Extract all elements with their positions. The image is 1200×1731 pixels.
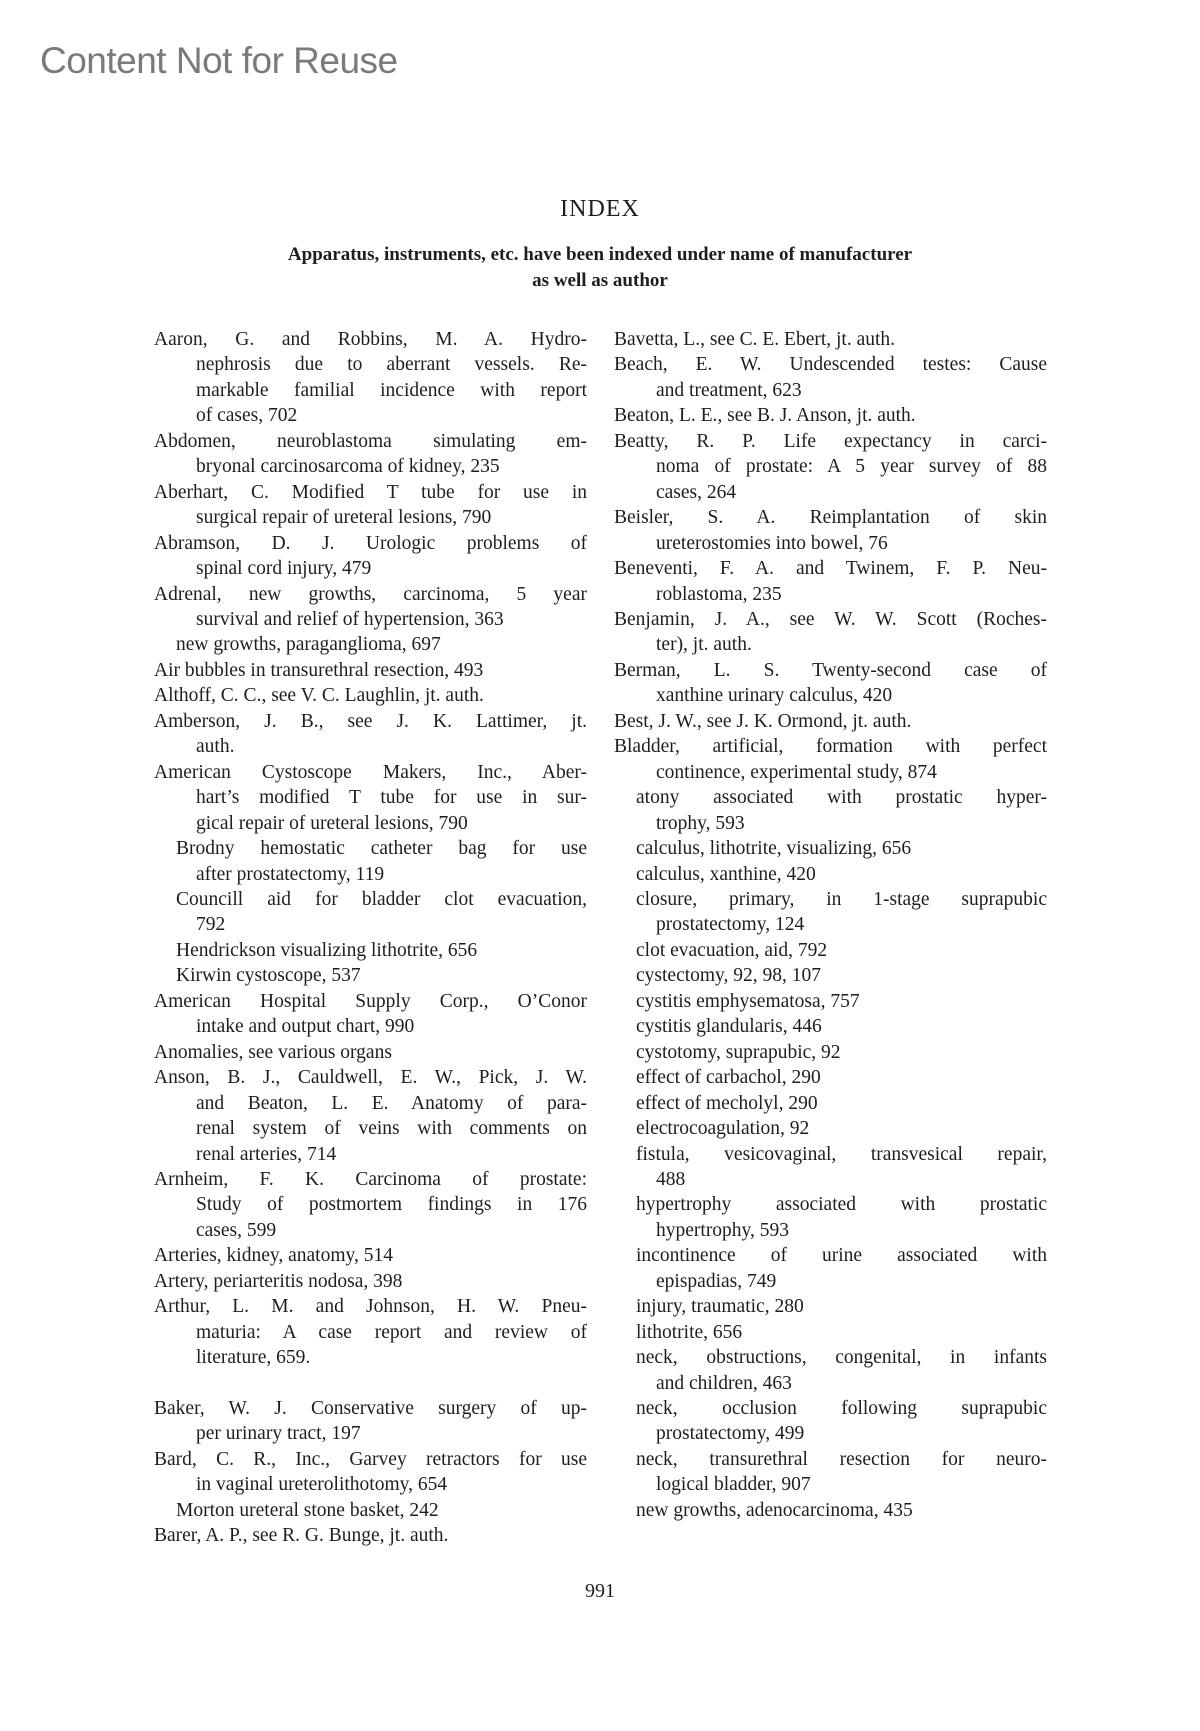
index-entry-line: neck, transurethral resection for neuro- bbox=[636, 1448, 1047, 1470]
index-entry bbox=[614, 556, 1047, 607]
index-entry-line: Bladder, artificial, formation with perfect bbox=[614, 736, 1047, 758]
index-entry-line: Study of postmortem findings in 176 bbox=[196, 1194, 587, 1216]
index-entry-line: 488 bbox=[656, 1168, 686, 1190]
index-entry-line: neck, occlusion following suprapubic bbox=[636, 1398, 1047, 1420]
index-entry bbox=[154, 582, 587, 633]
index-entry-line: Arteries, kidney, anatomy, 514 bbox=[154, 1245, 393, 1267]
index-subentry bbox=[614, 785, 1047, 836]
index-subentry bbox=[614, 862, 1047, 887]
index-entry-line: Arthur, L. M. and Johnson, H. W. Pneu- bbox=[154, 1296, 587, 1318]
index-entry-line: Artery, periarteritis nodosa, 398 bbox=[154, 1270, 403, 1292]
index-entry-line: Beaton, L. E., see B. J. Anson, jt. auth. bbox=[614, 405, 916, 427]
index-entry bbox=[614, 429, 1047, 505]
index-subentry bbox=[614, 1091, 1047, 1116]
index-subentry bbox=[614, 1040, 1047, 1065]
index-entry bbox=[154, 1269, 587, 1294]
index-entry-line: Morton ureteral stone basket, 242 bbox=[176, 1499, 439, 1521]
index-subentry bbox=[614, 1396, 1047, 1447]
index-entry-line: Barer, A. P., see R. G. Bunge, jt. auth. bbox=[154, 1525, 449, 1547]
index-subentry bbox=[154, 887, 587, 938]
index-entry-line: Brodny hemostatic catheter bag for use bbox=[176, 838, 587, 860]
index-note-line: Apparatus, instruments, etc. have been indexed under name of manufacturer bbox=[287, 244, 913, 265]
index-entry bbox=[614, 327, 1047, 352]
index-entry-line: Aberhart, C. Modified T tube for use in bbox=[154, 481, 587, 503]
index-subentry bbox=[154, 938, 587, 963]
index-entry bbox=[154, 429, 587, 480]
index-entry-line: spinal cord injury, 479 bbox=[196, 558, 372, 580]
index-entry bbox=[614, 658, 1047, 709]
index-entry bbox=[154, 989, 587, 1040]
index-entry-line: cystectomy, 92, 98, 107 bbox=[636, 965, 822, 987]
index-entry bbox=[154, 1167, 587, 1243]
index-entry-line: epispadias, 749 bbox=[656, 1270, 777, 1292]
section-gap bbox=[154, 1371, 587, 1396]
index-subentry bbox=[614, 887, 1047, 938]
index-entry-line: and treatment, 623 bbox=[656, 379, 802, 401]
index-entry-line: nephrosis due to aberrant vessels. Re- bbox=[196, 354, 587, 376]
index-entry bbox=[614, 403, 1047, 428]
index-entry-line: Abdomen, neuroblastoma simulating em- bbox=[154, 430, 587, 452]
index-column-right bbox=[614, 327, 1047, 1523]
index-entry bbox=[154, 1040, 587, 1065]
index-subentry bbox=[614, 1243, 1047, 1294]
index-subentry bbox=[614, 963, 1047, 988]
index-entry bbox=[154, 1294, 587, 1370]
index-entry-line: bryonal carcinosarcoma of kidney, 235 bbox=[196, 456, 500, 478]
index-subentry bbox=[614, 938, 1047, 963]
index-entry-line: calculus, xanthine, 420 bbox=[636, 863, 816, 885]
index-entry-line: literature, 659. bbox=[196, 1347, 311, 1369]
index-entry bbox=[614, 734, 1047, 785]
index-entry-line: incontinence of urine associated with bbox=[636, 1245, 1047, 1267]
index-entry-line: maturia: A case report and review of bbox=[196, 1321, 587, 1343]
index-entry-line: calculus, lithotrite, visualizing, 656 bbox=[636, 838, 912, 860]
index-entry-line: Amberson, J. B., see J. K. Lattimer, jt. bbox=[154, 710, 587, 732]
index-entry-line: logical bladder, 907 bbox=[656, 1474, 811, 1496]
index-entry bbox=[154, 709, 587, 760]
index-entry bbox=[154, 1396, 587, 1447]
index-subentry bbox=[614, 1116, 1047, 1141]
index-entry-line: new growths, adenocarcinoma, 435 bbox=[636, 1499, 913, 1521]
index-subentry bbox=[614, 1345, 1047, 1396]
index-entry-line: American Cystoscope Makers, Inc., Aber- bbox=[154, 761, 587, 783]
index-entry-line: neck, obstructions, congenital, in infants bbox=[636, 1347, 1047, 1369]
index-entry-line: of cases, 702 bbox=[196, 405, 298, 427]
index-entry-line: trophy, 593 bbox=[656, 812, 745, 834]
index-entry-line: hart’s modified T tube for use in sur- bbox=[196, 787, 587, 809]
index-entry-line: auth. bbox=[196, 736, 235, 758]
index-entry bbox=[614, 607, 1047, 658]
index-entry-line: cases, 599 bbox=[196, 1219, 277, 1241]
index-entry-line: electrocoagulation, 92 bbox=[636, 1118, 810, 1140]
index-subentry bbox=[614, 1498, 1047, 1523]
index-entry bbox=[154, 480, 587, 531]
index-entry-line: surgical repair of ureteral lesions, 790 bbox=[196, 507, 492, 529]
index-entry-line: injury, traumatic, 280 bbox=[636, 1296, 804, 1318]
index-entry-line: continence, experimental study, 874 bbox=[656, 761, 937, 783]
index-entry-line: Benjamin, J. A., see W. W. Scott (Roches- bbox=[614, 608, 1047, 630]
index-entry-line: Abramson, D. J. Urologic problems of bbox=[154, 532, 587, 554]
index-entry-line: per urinary tract, 197 bbox=[196, 1423, 361, 1445]
index-entry bbox=[154, 658, 587, 683]
index-entry-line: cystitis emphysematosa, 757 bbox=[636, 990, 860, 1012]
index-entry-line: xanthine urinary calculus, 420 bbox=[656, 685, 893, 707]
index-entry-line: Bard, C. R., Inc., Garvey retractors for use bbox=[154, 1448, 587, 1470]
index-entry-line: and Beaton, L. E. Anatomy of para- bbox=[196, 1092, 587, 1114]
index-entry-line: hypertrophy, 593 bbox=[656, 1219, 790, 1241]
index-entry-line: 792 bbox=[196, 914, 226, 936]
index-entry-line: hypertrophy associated with prostatic bbox=[636, 1194, 1047, 1216]
index-subentry bbox=[614, 836, 1047, 861]
index-entry-line: Anson, B. J., Cauldwell, E. W., Pick, J. W. bbox=[154, 1067, 587, 1089]
index-entry-line: Bavetta, L., see C. E. Ebert, jt. auth. bbox=[614, 329, 896, 350]
index-entry-line: Beach, E. W. Undescended testes: Cause bbox=[614, 354, 1047, 376]
index-entry bbox=[154, 683, 587, 708]
index-entry-line: Kirwin cystoscope, 537 bbox=[176, 965, 361, 987]
index-entry-line: and children, 463 bbox=[656, 1372, 792, 1394]
index-entry-line: Adrenal, new growths, carcinoma, 5 year bbox=[154, 583, 587, 605]
index-entry bbox=[154, 1523, 587, 1548]
index-subentry bbox=[154, 836, 587, 887]
index-entry-line: Hendrickson visualizing lithotrite, 656 bbox=[176, 939, 478, 961]
index-entry bbox=[154, 1447, 587, 1498]
index-entry-line: atony associated with prostatic hyper- bbox=[636, 787, 1047, 809]
index-entry-line: noma of prostate: A 5 year survey of 88 bbox=[656, 456, 1047, 478]
index-entry-line: Althoff, C. C., see V. C. Laughlin, jt. auth. bbox=[154, 685, 484, 707]
page-title: INDEX bbox=[560, 196, 640, 222]
index-entry-line: Beatty, R. P. Life expectancy in carci- bbox=[614, 430, 1047, 452]
index-entry-line: Berman, L. S. Twenty-second case of bbox=[614, 659, 1047, 681]
watermark: Content Not for Reuse bbox=[40, 40, 398, 81]
index-entry-line: prostatectomy, 499 bbox=[656, 1423, 805, 1445]
index-entry-line: markable familial incidence with report bbox=[196, 379, 587, 401]
index-subentry bbox=[614, 989, 1047, 1014]
index-entry-line: ureterostomies into bowel, 76 bbox=[656, 532, 888, 554]
index-subentry bbox=[614, 1065, 1047, 1090]
index-entry bbox=[614, 709, 1047, 734]
index-entry bbox=[614, 352, 1047, 403]
index-entry-line: after prostatectomy, 119 bbox=[196, 863, 385, 885]
index-entry bbox=[154, 1243, 587, 1268]
index-subentry bbox=[614, 1014, 1047, 1039]
index-entry-line: Aaron, G. and Robbins, M. A. Hydro- bbox=[154, 329, 587, 350]
index-entry-line: Councill aid for bladder clot evacuation, bbox=[176, 888, 587, 910]
index-entry-line: effect of carbachol, 290 bbox=[636, 1067, 821, 1089]
index-subentry bbox=[614, 1192, 1047, 1243]
index-entry-line: ter), jt. auth. bbox=[656, 634, 752, 656]
index-entry-line: gical repair of ureteral lesions, 790 bbox=[196, 812, 468, 834]
index-note-line: as well as author bbox=[532, 270, 668, 291]
index-column-left bbox=[154, 327, 587, 1549]
index-entry bbox=[154, 760, 587, 836]
index-subentry bbox=[614, 1142, 1047, 1193]
index-subentry bbox=[154, 1498, 587, 1523]
index-entry bbox=[614, 505, 1047, 556]
index-subentry bbox=[614, 1294, 1047, 1319]
index-subentry bbox=[154, 963, 587, 988]
index-subentry bbox=[614, 1320, 1047, 1345]
index-entry-line: intake and output chart, 990 bbox=[196, 1016, 415, 1038]
index-entry-line: roblastoma, 235 bbox=[656, 583, 782, 605]
index-entry-line: in vaginal ureterolithotomy, 654 bbox=[196, 1474, 448, 1496]
index-entry-line: Beisler, S. A. Reimplantation of skin bbox=[614, 507, 1047, 529]
index-entry-line: renal system of veins with comments on bbox=[196, 1118, 587, 1140]
index-entry bbox=[154, 1065, 587, 1167]
index-entry-line: lithotrite, 656 bbox=[636, 1321, 743, 1343]
index-entry-line: Anomalies, see various organs bbox=[154, 1041, 392, 1063]
page-number: 991 bbox=[585, 1580, 615, 1602]
index-subentry bbox=[154, 632, 587, 657]
index-entry-line: Air bubbles in transurethral resection, 493 bbox=[154, 659, 484, 681]
index-entry-line: survival and relief of hypertension, 363 bbox=[196, 608, 504, 630]
index-entry-line: American Hospital Supply Corp., O’Conor bbox=[154, 990, 587, 1012]
index-entry-line: Beneventi, F. A. and Twinem, F. P. Neu- bbox=[614, 558, 1047, 580]
index-subentry bbox=[614, 1447, 1047, 1498]
index-entry-line: Baker, W. J. Conservative surgery of up- bbox=[154, 1398, 587, 1420]
index-entry-line: new growths, paraganglioma, 697 bbox=[176, 634, 441, 656]
index-entry bbox=[154, 327, 587, 429]
index-entry bbox=[154, 531, 587, 582]
index-entry-line: cystotomy, suprapubic, 92 bbox=[636, 1041, 841, 1063]
index-entry-line: Arnheim, F. K. Carcinoma of prostate: bbox=[154, 1168, 587, 1190]
index-entry-line: prostatectomy, 124 bbox=[656, 914, 805, 936]
index-entry-line: clot evacuation, aid, 792 bbox=[636, 939, 828, 961]
index-entry-line: Best, J. W., see J. K. Ormond, jt. auth. bbox=[614, 710, 912, 732]
index-entry-line: effect of mecholyl, 290 bbox=[636, 1092, 818, 1114]
index-entry-line: cases, 264 bbox=[656, 481, 737, 503]
index-entry-line: closure, primary, in 1-stage suprapubic bbox=[636, 888, 1047, 910]
index-entry-line: cystitis glandularis, 446 bbox=[636, 1016, 822, 1038]
index-entry-line: fistula, vesicovaginal, transvesical repair, bbox=[636, 1143, 1047, 1165]
index-entry-line: renal arteries, 714 bbox=[196, 1143, 337, 1165]
index-note bbox=[0, 242, 1200, 294]
